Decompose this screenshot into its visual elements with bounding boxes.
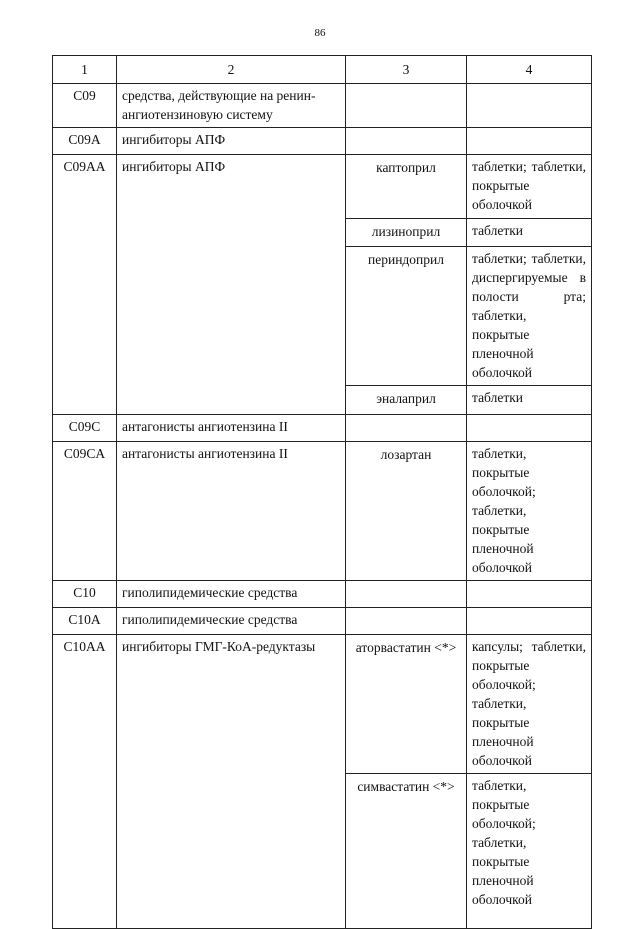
group-name: ингибиторы ГМГ-КоА-редуктазы: [117, 635, 346, 929]
empty-cell: [467, 84, 592, 128]
dosage-form: таблетки; таблетки, диспергируемые в полости рта; таблетки, покрытые пленочной оболочкой: [467, 247, 592, 386]
dosage-form: таблетки: [467, 386, 592, 415]
drug-name: каптоприл: [346, 155, 467, 219]
group-name: антагонисты ангиотензина II: [117, 442, 346, 581]
dosage-form: капсулы; таблетки, покрытые оболочкой; таблетки, покрытые пленочной оболочкой: [467, 635, 592, 774]
empty-cell: [467, 608, 592, 635]
atc-code: C09AA: [53, 155, 117, 415]
dosage-form: таблетки, покрытые оболочкой; таблетки, покрытые пленочной оболочкой: [467, 442, 592, 581]
drug-name: эналаприл: [346, 386, 467, 415]
group-name: ингибиторы АПФ: [117, 128, 346, 155]
dosage-form: таблетки: [467, 219, 592, 247]
atc-code: C09CA: [53, 442, 117, 581]
table-row: [53, 581, 592, 608]
table-row: [53, 608, 592, 635]
table-row: [53, 442, 592, 581]
empty-cell: [346, 84, 467, 128]
table-row: [53, 415, 592, 442]
atc-code: C10: [53, 581, 117, 608]
table-row: [53, 84, 592, 128]
empty-cell: [346, 608, 467, 635]
drug-name: аторвастатин <*>: [346, 635, 467, 774]
header-col-3: 3: [346, 56, 467, 84]
group-name: гиполипидемические средства: [117, 608, 346, 635]
drug-name: лозартан: [346, 442, 467, 581]
group-name: средства, действующие на ренин-ангиотензиновую систему: [117, 84, 346, 128]
dosage-form: таблетки, покрытые оболочкой; таблетки, покрытые пленочной оболочкой: [467, 774, 592, 929]
group-name: ингибиторы АПФ: [117, 155, 346, 415]
table-row: [53, 155, 592, 219]
header-col-2: 2: [117, 56, 346, 84]
table-row: [53, 635, 592, 774]
empty-cell: [467, 415, 592, 442]
group-name: гиполипидемические средства: [117, 581, 346, 608]
group-name: антагонисты ангиотензина II: [117, 415, 346, 442]
header-col-4: 4: [467, 56, 592, 84]
empty-cell: [346, 581, 467, 608]
empty-cell: [467, 581, 592, 608]
drug-classification-table: [52, 55, 592, 929]
atc-code: C09: [53, 84, 117, 128]
atc-code: C10A: [53, 608, 117, 635]
page-number: 86: [314, 27, 326, 39]
dosage-form: таблетки; таблетки, покрытые оболочкой: [467, 155, 592, 219]
atc-code: C09C: [53, 415, 117, 442]
drug-name: периндоприл: [346, 247, 467, 386]
drug-name: симвастатин <*>: [346, 774, 467, 929]
header-col-1: 1: [53, 56, 117, 84]
empty-cell: [467, 128, 592, 155]
header-row: [53, 56, 592, 84]
table-row: [53, 128, 592, 155]
atc-code: C09A: [53, 128, 117, 155]
drug-name: лизиноприл: [346, 219, 467, 247]
empty-cell: [346, 415, 467, 442]
atc-code: C10AA: [53, 635, 117, 929]
empty-cell: [346, 128, 467, 155]
